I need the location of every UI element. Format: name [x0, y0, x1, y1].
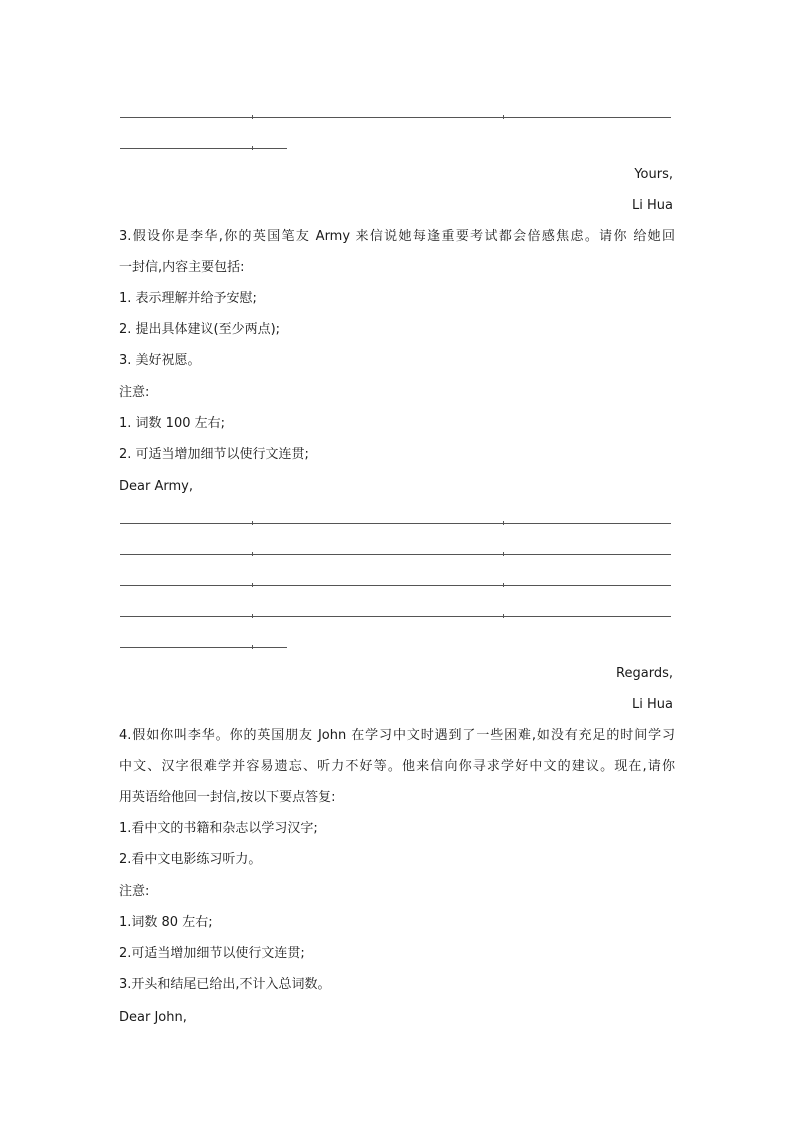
task4-note: 2.可适当增加细节以使行文连贯;	[119, 946, 305, 961]
letter-closing: Yours,	[634, 167, 673, 182]
task3-note: 1. 词数 100 左右;	[119, 416, 225, 431]
task4-notes-title: 注意:	[119, 884, 150, 899]
task3-salutation: Dear Army,	[119, 479, 193, 494]
writing-line	[120, 647, 287, 648]
task4-note: 3.开头和结尾已给出,不计入总词数。	[119, 977, 331, 992]
writing-line	[120, 523, 671, 524]
task3-notes-title: 注意:	[119, 385, 150, 400]
writing-line	[120, 616, 671, 617]
writing-line	[120, 148, 287, 149]
task3-prompt-line1: 3.假设你是李华,你的英国笔友 Army 来信说她每逢重要考试都会倍感焦虑。请你 给她回	[119, 229, 675, 244]
task4-prompt-line3: 用英语给他回一封信,按以下要点答复:	[119, 790, 336, 805]
task3-closing: Regards,	[616, 666, 673, 681]
task4-prompt-line1: 4.假如你叫李华。你的英国朋友 John 在学习中文时遇到了一些困难,如没有充足的时间学习	[119, 728, 675, 743]
task3-point: 2. 提出具体建议(至少两点);	[119, 322, 281, 337]
letter-signature: Li Hua	[632, 198, 673, 213]
task4-point: 2.看中文电影练习听力。	[119, 852, 262, 867]
task3-prompt-line2: 一封信,内容主要包括:	[119, 260, 245, 275]
writing-line	[120, 554, 671, 555]
task4-prompt-line2: 中文、汉字很难学并容易遗忘、听力不好等。他来信向你寻求学好中文的建议。现在,请你	[119, 759, 675, 774]
task3-point: 1. 表示理解并给予安慰;	[119, 291, 257, 306]
task4-note: 1.词数 80 左右;	[119, 915, 213, 930]
task3-point: 3. 美好祝愿。	[119, 353, 201, 368]
task3-note: 2. 可适当增加细节以使行文连贯;	[119, 447, 309, 462]
writing-line	[120, 585, 671, 586]
task4-salutation: Dear John,	[119, 1010, 187, 1025]
task4-point: 1.看中文的书籍和杂志以学习汉字;	[119, 821, 318, 836]
writing-line	[120, 117, 671, 118]
task3-signature: Li Hua	[632, 697, 673, 712]
